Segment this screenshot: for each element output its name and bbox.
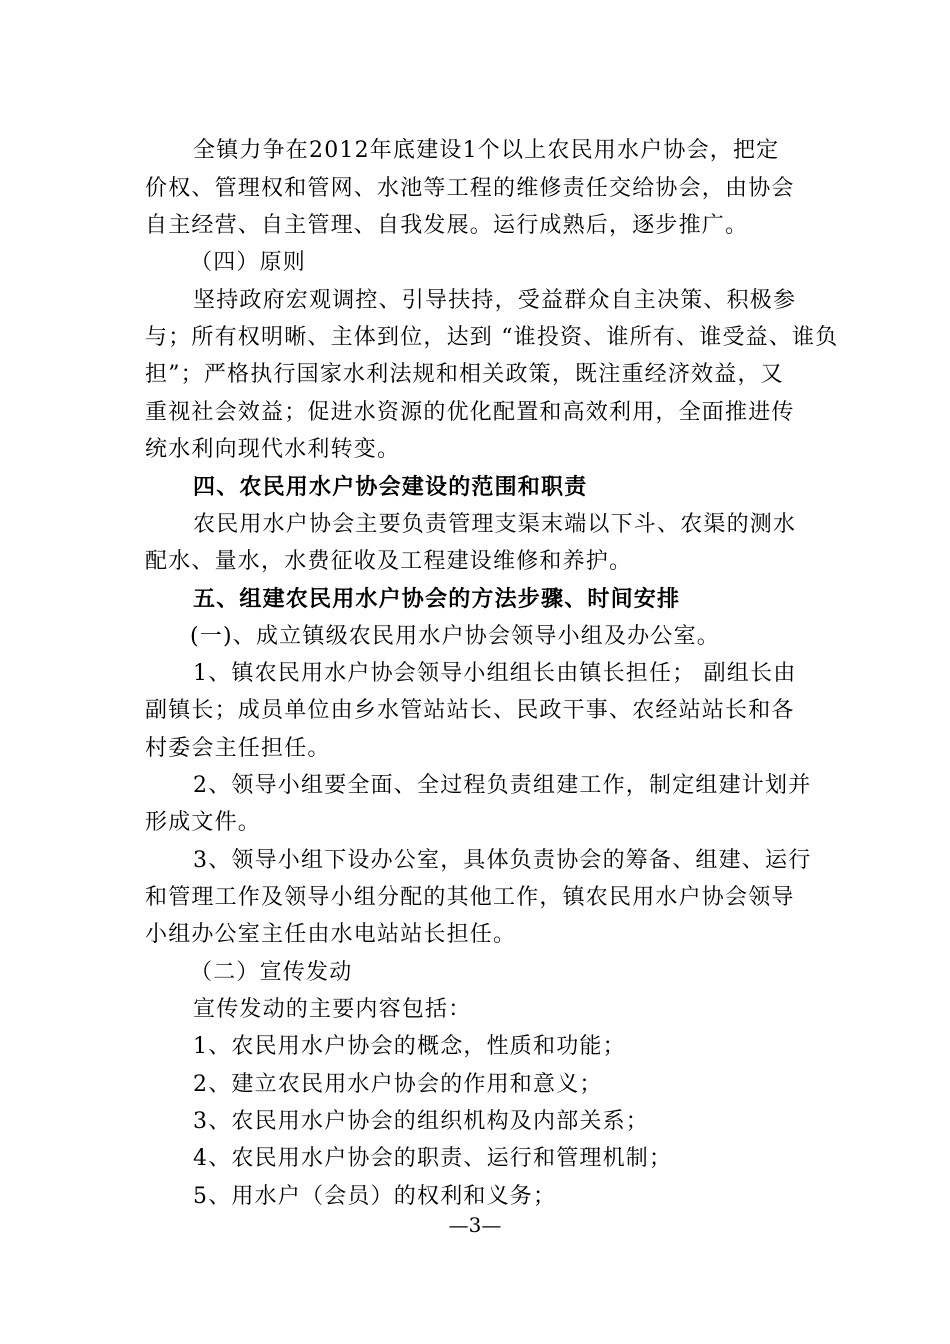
subsection-heading-1: (一)、成立镇级农民用水户协会领导小组及办公室。 [190,624,720,649]
paragraph-line: 农民用水户协会主要负责管理支渠末端以下斗、农渠的测水 [193,512,797,537]
paragraph-line: 重视社会效益；促进水资源的优化配置和高效利用，全面推进传 [145,400,795,425]
paragraph-line: 自主经营、自主管理、自我发展。运行成熟后，逐步推广。 [145,213,749,238]
paragraph-line: 副镇长；成员单位由乡水管站站长、民政干事、农经站站长和各 [145,698,795,723]
section-heading-4: 四、农民用水户协会建设的范围和职责 [193,474,588,500]
paragraph-line: 与；所有权明晰、主体到位，达到 “谁投资、谁所有、谁受益、谁负 [145,325,839,350]
list-item: 5、用水户（会员）的权利和义务； [193,1184,557,1209]
paragraph-line: 配水、量水，水费征收及工程建设维修和养护。 [145,549,633,574]
paragraph-line: 全镇力争在2012年底建设1个以上农民用水户协会，把定 [193,138,780,163]
paragraph-line: 担”；严格执行国家水利法规和相关政策，既注重经济效益，又 [145,362,784,387]
paragraph-line: 3、领导小组下设办公室，具体负责协会的筹备、组建、运行 [193,848,812,873]
list-item: 2、建立农民用水户协会的作用和意义； [193,1072,603,1097]
paragraph-line: 小组办公室主任由水电站站长担任。 [145,922,517,947]
paragraph-line: 价权、管理权和管网、水池等工程的维修责任交给协会，由协会 [145,176,795,201]
paragraph-line: 宣传发动的主要内容包括： [193,997,472,1022]
list-item: 1、农民用水户协会的概念，性质和功能； [193,1034,626,1059]
page-number: —3— [448,1213,502,1237]
paragraph-line: 坚持政府宏观调控、引导扶持，受益群众自主决策、积极参 [193,288,797,313]
subsection-heading-2: （二）宣传发动 [190,960,353,985]
list-item: 4、农民用水户协会的职责、运行和管理机制； [193,1146,673,1171]
list-item: 3、农民用水户协会的组织机构及内部关系； [193,1109,649,1134]
paragraph-line: 2、领导小组要全面、全过程负责组建工作，制定组建计划并 [193,773,812,798]
paragraph-line: 形成文件。 [145,810,262,835]
paragraph-line: 1、镇农民用水户协会领导小组组长由镇长担任； 副组长由 [193,661,797,686]
paragraph-line: 和管理工作及领导小组分配的其他工作，镇农民用水户协会领导 [145,885,795,910]
section-heading-principles: （四）原则 [190,250,307,275]
paragraph-line: 村委会主任担任。 [145,736,331,761]
section-heading-5: 五、组建农民用水户协会的方法步骤、时间安排 [193,586,681,612]
paragraph-line: 统水利向现代水利转变。 [145,437,401,462]
